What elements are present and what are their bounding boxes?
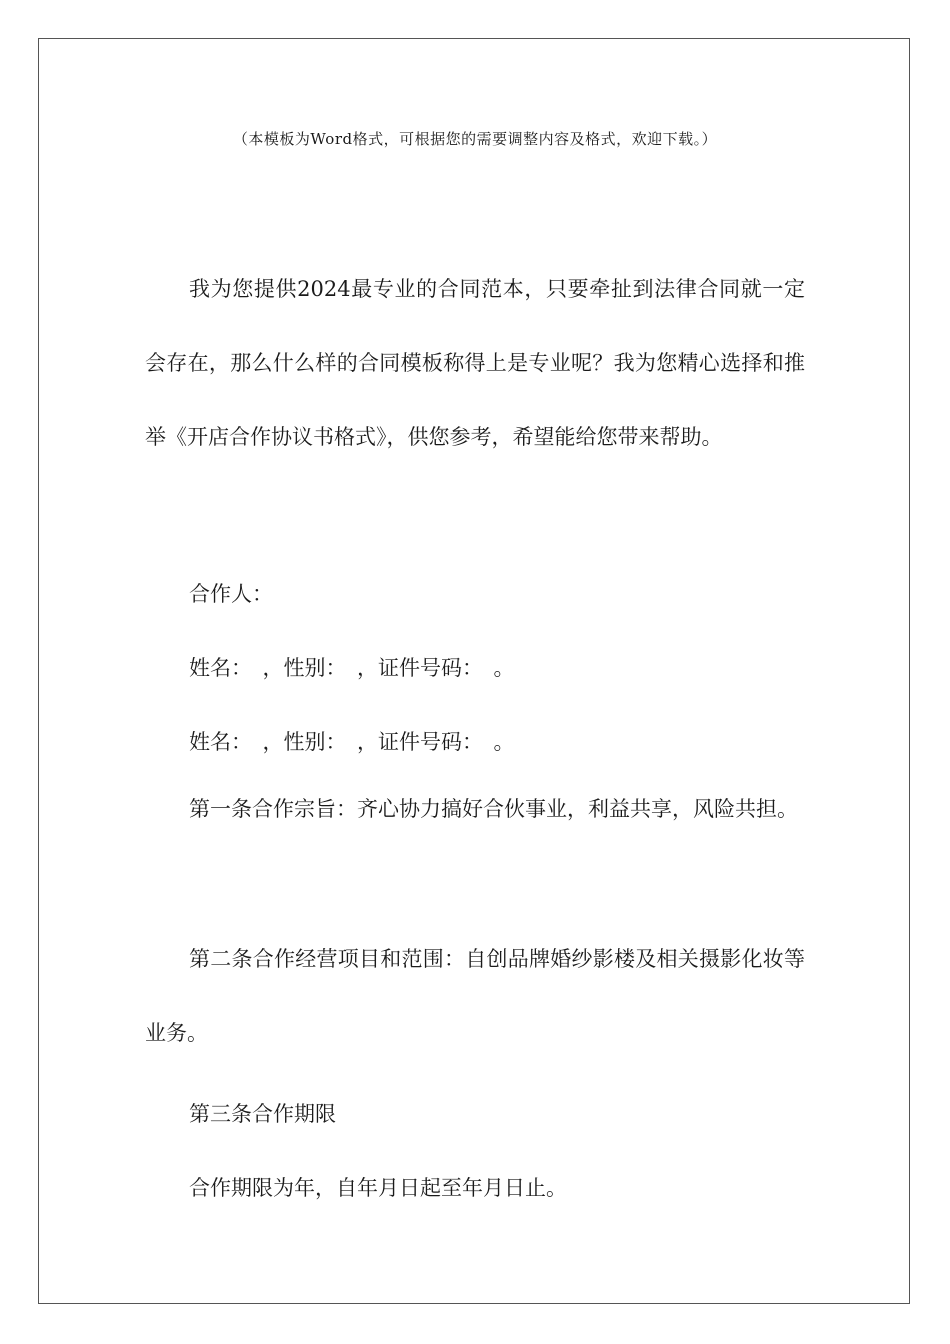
partner-line-1: 姓名： ，性别： ，证件号码： 。: [189, 656, 515, 680]
article-1: 第一条合作宗旨：齐心协力搞好合伙事业，利益共享，风险共担。: [189, 797, 798, 821]
partner-line-2: 姓名： ，性别： ，证件号码： 。: [189, 730, 515, 754]
intro-paragraph: 我为您提供2024最专业的合同范本，只要牵扯到法律合同就一定会存在，那么什么样的合同模板称得上是专业呢？我为您精心选择和推举《开店合作协议书格式》，供您参考，希望能给您带来帮助。: [145, 277, 805, 449]
partners-label: 合作人：: [189, 582, 273, 606]
template-note: （本模板为Word格式，可根据您的需要调整内容及格式，欢迎下载。）: [232, 130, 718, 148]
article-2: 第二条合作经营项目和范围：自创品牌婚纱影楼及相关摄影化妆等业务。: [145, 947, 805, 1045]
article-3-body: 合作期限为年，自年月日起至年月日止。: [189, 1176, 567, 1200]
article-3-title: 第三条合作期限: [189, 1102, 336, 1126]
